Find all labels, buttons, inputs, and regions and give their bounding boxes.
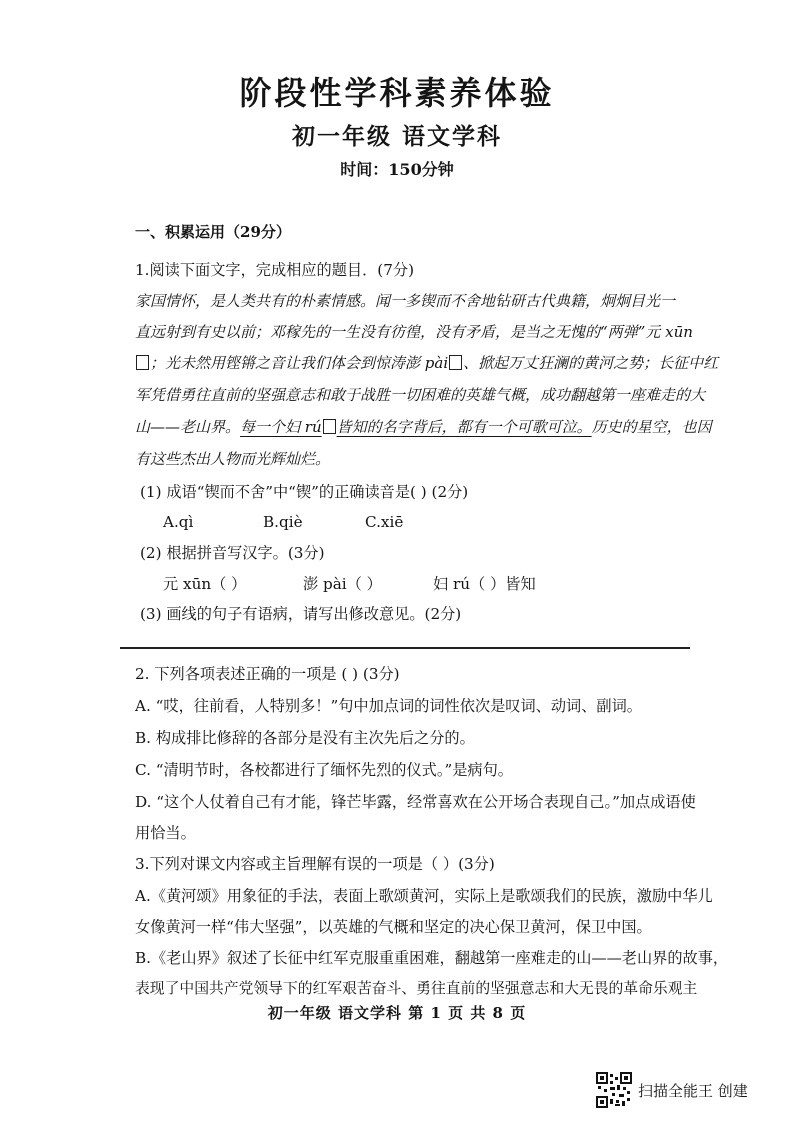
page-footer: 初一年级 语文学科 第 1 页 共 8 页 [267,1004,527,1022]
question-3-option: B.《老山界》叙述了长征中红军克服重重困难，翻越第一座难走的山——老山界的故事， [135,949,729,967]
page-title: 阶段性学科素养体验 [239,74,555,112]
section-heading: 一、积累运用（29分） [135,223,291,241]
subquestion-3: (3) 画线的句子有语病，请写出修改意见。(2分) [140,605,462,623]
subquestion-2-items [163,574,536,594]
subquestion-2: (2) 根据拼音写汉字。(3分) [140,544,325,562]
qr-code-icon [596,1072,632,1108]
question-3-option: 表现了中国共产党领导下的红军艰苦奋斗、勇往直前的坚强意志和大无畏的革命乐观主 [135,980,698,997]
pinyin-item: 澎 pài（ ） [303,575,382,593]
question-2-option: D. “这个人仗着自己有才能，锋芒毕露，经常喜欢在公开场合表现自己。”加点成语使 [135,793,696,811]
option-a: A.qì [163,513,194,531]
question-3-option: A.《黄河颂》用象征的手法，表面上歌颂黄河，实际上是歌颂我们的民族，激励中华儿 [135,887,713,905]
option-c: C.xiē [365,513,404,531]
scanner-watermark: 扫描全能王 创建 [638,1082,748,1100]
answer-line [120,647,690,649]
blank-box [449,355,462,370]
page-subtitle: 初一年级 语文学科 [291,123,502,150]
passage-line: 家国情怀，是人类共有的朴素情感。闻一多锲而不舍地钻研古代典籍，炯炯目光一 [135,292,676,310]
passage-line: 有这些杰出人物而光辉灿烂。 [135,450,331,468]
passage-line: 山——老山界。每一个妇 rú 皆知的名字背后，都有一个可歌可泣。历史的星空，也因 [135,418,712,436]
underlined-sentence: 每一个妇 rú 皆知的名字背后，都有一个可歌可泣。 [240,418,592,436]
subquestion-1-options [163,512,403,532]
question-3-option: 女像黄河一样“伟大坚强”，以英雄的气概和坚定的决心保卫黄河，保卫中国。 [135,918,652,936]
question-2-option: A. “哎，往前看，人特别多！”句中加点词的词性依次是叹词、动词、副词。 [135,697,642,715]
pinyin-item: 妇 rú（ ）皆知 [433,575,536,593]
subquestion-1: (1) 成语“锲而不舍”中“锲”的正确读音是( ) (2分) [140,483,469,501]
question-2-option: B. 构成排比修辞的各部分是没有主次先后之分的。 [135,729,475,747]
pinyin-item: 元 xūn（ ） [163,575,247,593]
question-3-stem: 3.下列对课文内容或主旨理解有误的一项是（ ）(3分) [135,855,495,873]
question-2-stem: 2. 下列各项表述正确的一项是 ( ) (3分) [135,665,400,683]
question-1-intro: 1.阅读下面文字，完成相应的题目．(7分) [135,261,415,279]
question-2-option: 用恰当。 [135,824,196,842]
blank-box [323,419,336,434]
exam-time: 时间：150分钟 [340,160,454,179]
passage-line: 直远射到有史以前；邓稼先的一生没有彷徨，没有矛盾，是当之无愧的“两弹”元 xūn [135,323,693,341]
passage-line: 军凭借勇往直前的坚强意志和敢于战胜一切困难的英雄气概，成功翻越第一座难走的大 [135,386,706,404]
passage-line: ；光未然用铿锵之音让我们体会到惊涛澎 pài 、掀起万丈狂澜的黄河之势；长征中红 [135,353,718,373]
option-b: B.qiè [263,513,303,531]
question-2-option: C. “清明节时，各校都进行了缅怀先烈的仪式。”是病句。 [135,761,513,779]
blank-box [136,355,149,370]
